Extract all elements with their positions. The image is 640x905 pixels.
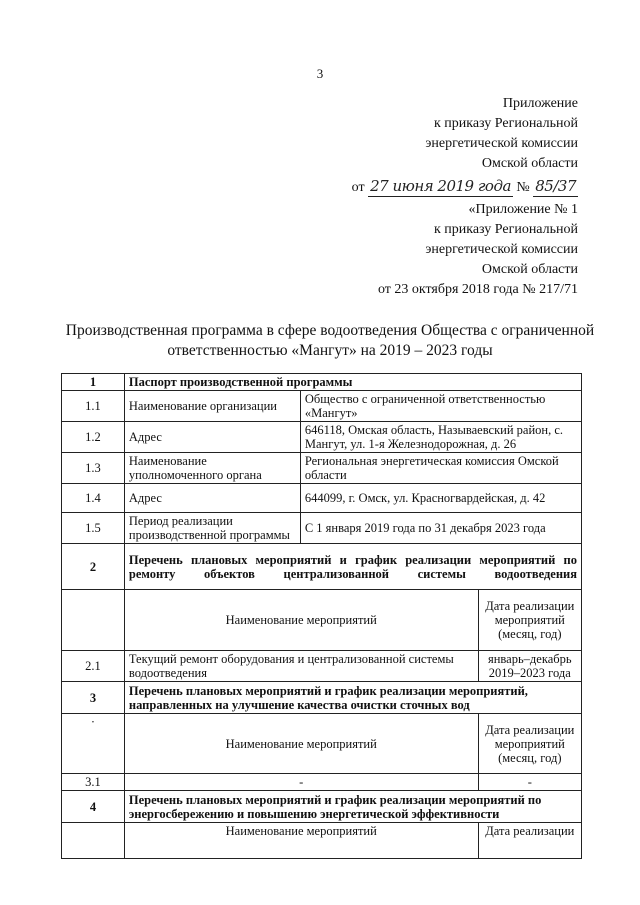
- section-number: 1: [62, 374, 125, 391]
- section-row: [62, 791, 582, 823]
- stray-mark: ·: [62, 714, 125, 774]
- section-number: 4: [62, 791, 125, 823]
- handwritten-number: 85/37: [535, 177, 576, 195]
- appendix-line: Омской области: [481, 156, 578, 171]
- page-number: 3: [316, 66, 324, 81]
- table-row: [62, 422, 582, 453]
- handwritten-date: 27 июня 2019 года: [370, 177, 511, 195]
- row-number: 1.2: [62, 422, 125, 453]
- appendix-line: Приложение: [502, 96, 578, 111]
- table-row: [62, 453, 582, 484]
- row-label: Период реализации производственной программы: [124, 513, 300, 544]
- column-header-row: [62, 823, 582, 859]
- table-row: [62, 391, 582, 422]
- table-row: [62, 513, 582, 544]
- order-date-line: [352, 176, 578, 198]
- appendix-line: энергетической комиссии: [425, 242, 578, 257]
- appendix-line: к приказу Региональной: [433, 222, 578, 237]
- row-number: 3.1: [62, 774, 125, 791]
- section-number: 2: [62, 544, 125, 590]
- table-row: [62, 651, 582, 682]
- row-number: 1.5: [62, 513, 125, 544]
- row-name: -: [124, 774, 478, 791]
- appendix-current: [352, 94, 578, 198]
- header-name: Наименование мероприятий: [124, 714, 478, 774]
- column-header-row: [62, 714, 582, 774]
- section-row: [62, 374, 582, 391]
- row-label: Наименование организации: [124, 391, 300, 422]
- section-title: Перечень плановых мероприятий и график реализации мероприятий по энергосбережению и повышению энергетической эффективности: [124, 791, 581, 823]
- appendix-original: [378, 200, 578, 300]
- empty-cell: [62, 590, 125, 651]
- header-date: Дата реализации мероприятий (месяц, год): [478, 590, 581, 651]
- appendix-line: к приказу Региональной: [433, 116, 578, 131]
- document-title: [40, 321, 620, 361]
- header-name: Наименование мероприятий: [124, 823, 478, 859]
- row-number: 1.4: [62, 484, 125, 513]
- column-header-row: [62, 590, 582, 651]
- appendix-line: «Приложение № 1: [468, 202, 578, 217]
- row-label: Адрес: [124, 422, 300, 453]
- row-value: Региональная энергетическая комиссия Омской области: [300, 453, 581, 484]
- row-value: С 1 января 2019 года по 31 декабря 2023 года: [300, 513, 581, 544]
- row-name: Текущий ремонт оборудования и централизованной системы водоотведения: [124, 651, 478, 682]
- row-date: -: [478, 774, 581, 791]
- row-label: Наименование уполномоченного органа: [124, 453, 300, 484]
- table-row: [62, 484, 582, 513]
- section-title: Паспорт производственной программы: [124, 374, 581, 391]
- section-title: Перечень плановых мероприятий и график реализации мероприятий по ремонту объектов централизованной системы водоотведения: [124, 544, 581, 590]
- row-date: январь–декабрь 2019–2023 года: [478, 651, 581, 682]
- title-line-2: ответственностью «Мангут» на 2019 – 2023 годы: [167, 342, 493, 359]
- empty-cell: [62, 823, 125, 859]
- section-row: [62, 544, 582, 590]
- section-title: Перечень плановых мероприятий и график реализации мероприятий, направленных на улучшение качества очистки сточных вод: [124, 682, 581, 714]
- table-row: [62, 774, 582, 791]
- row-value: 646118, Омская область, Называевский район, с. Мангут, ул. 1-я Железнодорожная, д. 26: [300, 422, 581, 453]
- appendix-line: Омской области: [481, 262, 578, 277]
- row-number: 2.1: [62, 651, 125, 682]
- date-prefix: от: [351, 180, 365, 195]
- header-date: Дата реализации мероприятий (месяц, год): [478, 714, 581, 774]
- row-value: Общество с ограниченной ответственностью «Мангут»: [300, 391, 581, 422]
- header-name: Наименование мероприятий: [124, 590, 478, 651]
- program-table: [61, 373, 582, 859]
- row-label: Адрес: [124, 484, 300, 513]
- header-date: Дата реализации: [478, 823, 581, 859]
- title-line-1: Производственная программа в сфере водоотведения Общества с ограниченной: [65, 322, 595, 339]
- section-row: [62, 682, 582, 714]
- row-number: 1.3: [62, 453, 125, 484]
- row-value: 644099, г. Омск, ул. Красногвардейская, д. 42: [300, 484, 581, 513]
- appendix-line: от 23 октября 2018 года № 217/71: [377, 282, 578, 297]
- appendix-line: энергетической комиссии: [425, 136, 578, 151]
- section-number: 3: [62, 682, 125, 714]
- number-label: №: [516, 180, 530, 195]
- row-number: 1.1: [62, 391, 125, 422]
